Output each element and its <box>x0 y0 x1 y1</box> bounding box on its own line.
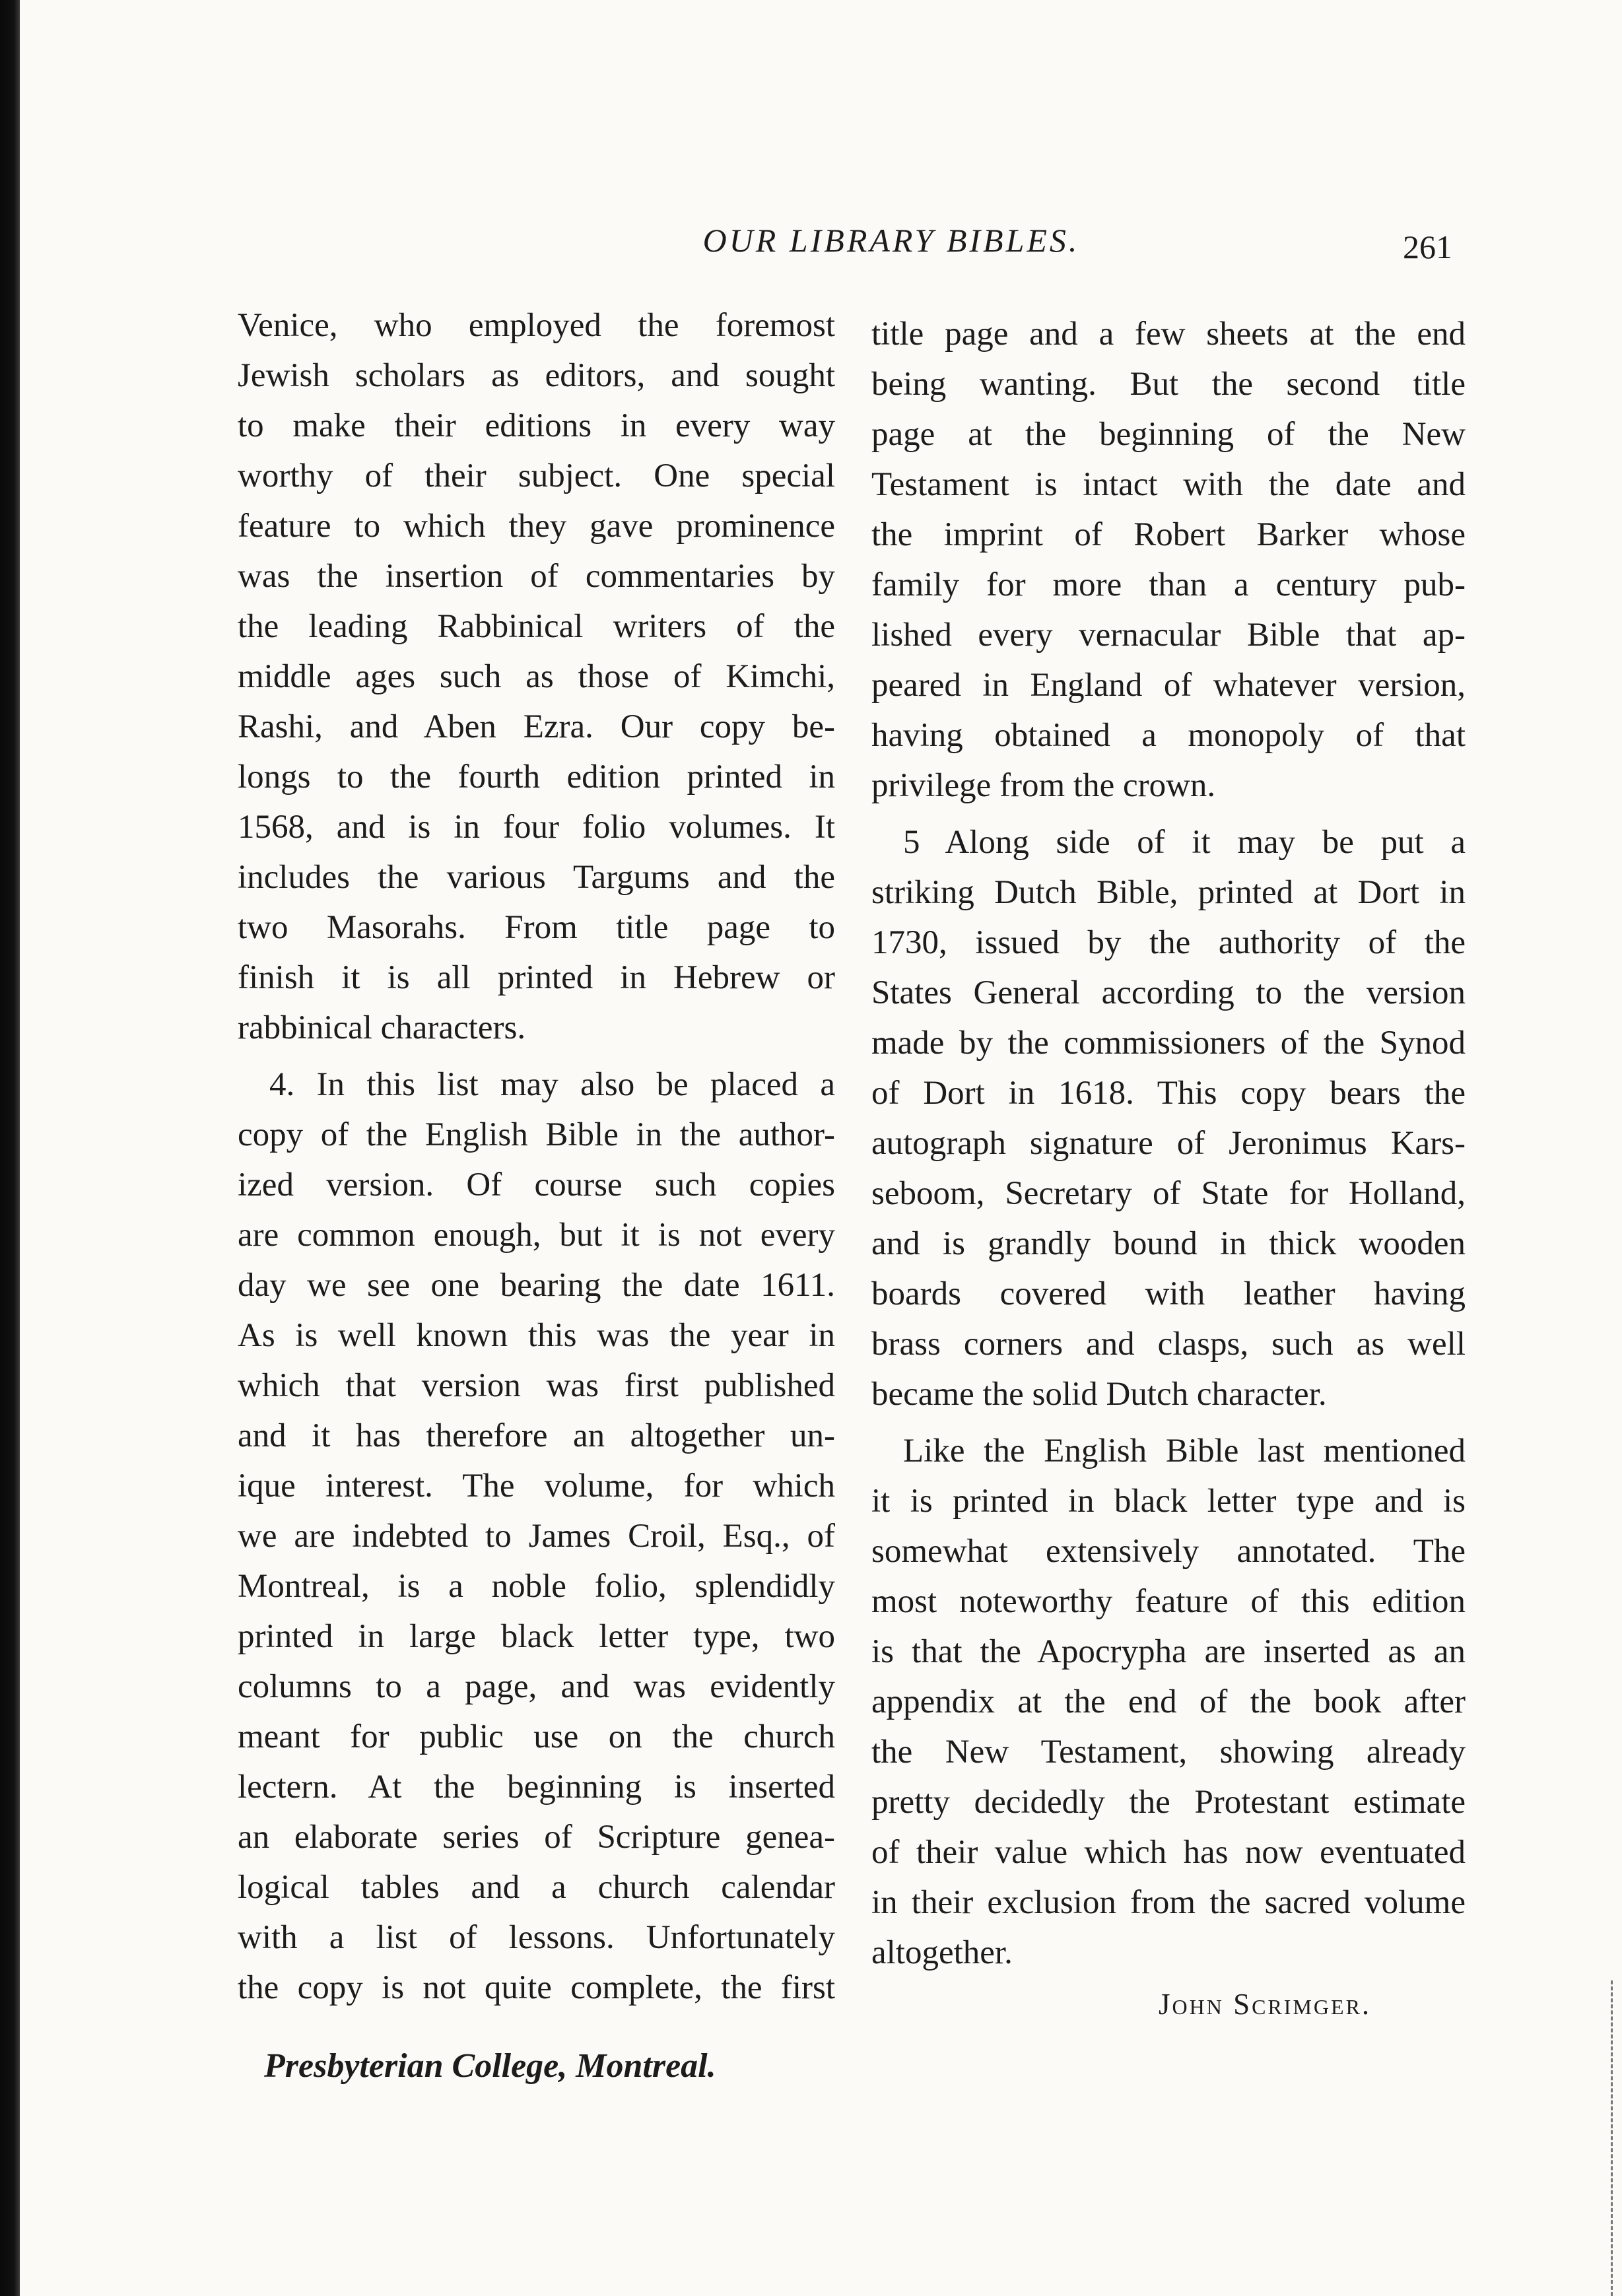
left-text-column <box>238 300 835 2013</box>
running-title: OUR LIBRARY BIBLES. <box>702 222 1080 259</box>
text-line: finish it is all printed in Hebrew or <box>238 959 835 996</box>
paragraph-gap <box>871 811 1466 817</box>
text-line: page at the beginning of the New <box>871 416 1466 453</box>
text-line: with a list of lessons. Unfortunately <box>238 1919 835 1956</box>
text-line: meant for public use on the church <box>238 1718 835 1755</box>
text-line: we are indebted to James Croil, Esq., of <box>238 1518 835 1555</box>
text-line: copy of the English Bible in the author- <box>238 1116 835 1153</box>
text-line: of their value which has now eventuated <box>871 1834 1466 1871</box>
text-line: in their exclusion from the sacred volume <box>871 1884 1466 1921</box>
text-line: and is grandly bound in thick wooden <box>871 1225 1466 1262</box>
paragraph-gap <box>871 1419 1466 1426</box>
text-line: the New Testament, showing already <box>871 1734 1466 1771</box>
text-line: 1730, issued by the authority of the <box>871 924 1466 961</box>
text-line: 5 Along side of it may be put a <box>903 824 1466 861</box>
text-line: As is well known this was the year in <box>238 1317 835 1354</box>
text-line: of Dort in 1618. This copy bears the <box>871 1075 1466 1112</box>
text-line: pretty decidedly the Protestant estimate <box>871 1784 1466 1821</box>
text-line: family for more than a century pub- <box>871 566 1466 603</box>
text-line: 4. In this list may also be placed a <box>269 1066 835 1103</box>
text-line: Venice, who employed the foremost <box>238 307 835 344</box>
text-line: seboom, Secretary of State for Holland, <box>871 1175 1466 1212</box>
text-line: printed in large black letter type, two <box>238 1618 835 1655</box>
author-affiliation: Presbyterian College, Montreal. <box>264 2047 716 2085</box>
text-line: logical tables and a church calendar <box>238 1869 835 1906</box>
text-line: middle ages such as those of Kimchi, <box>238 658 835 695</box>
text-line: altogether. <box>871 1934 1013 1971</box>
text-line: lished every vernacular Bible that ap- <box>871 617 1466 654</box>
text-line: striking Dutch Bible, printed at Dort in <box>871 874 1466 911</box>
text-line: boards covered with leather having <box>871 1275 1466 1312</box>
text-line: appendix at the end of the book after <box>871 1683 1466 1720</box>
text-line: Montreal, is a noble folio, splendidly <box>238 1568 835 1605</box>
text-line: the imprint of Robert Barker whose <box>871 516 1466 553</box>
text-line: and it has therefore an altogether un- <box>238 1417 835 1454</box>
text-line: title page and a few sheets at the end <box>871 316 1466 353</box>
text-line: includes the various Targums and the <box>238 859 835 896</box>
right-text-column <box>871 309 1466 1978</box>
text-line: Jewish scholars as editors, and sought <box>238 357 835 394</box>
text-line: being wanting. But the second title <box>871 366 1466 403</box>
text-line: are common enough, but it is not every <box>238 1217 835 1254</box>
text-line: it is printed in black letter type and is <box>871 1483 1466 1520</box>
text-line: Like the English Bible last mentioned <box>903 1433 1466 1469</box>
text-line: rabbinical characters. <box>238 1009 526 1046</box>
text-line: ized version. Of course such copies <box>238 1166 835 1203</box>
page-binding-edge <box>0 0 20 2296</box>
text-line: worthy of their subject. One special <box>238 457 835 494</box>
text-line: States General according to the version <box>871 974 1466 1011</box>
text-line: somewhat extensively annotated. The <box>871 1533 1466 1570</box>
text-line: Testament is intact with the date and <box>871 466 1466 503</box>
text-line: peared in England of whatever version, <box>871 667 1466 704</box>
text-line: two Masorahs. From title page to <box>238 909 835 946</box>
text-line: autograph signature of Jeronimus Kars- <box>871 1125 1466 1162</box>
text-line: was the insertion of commentaries by <box>238 558 835 595</box>
text-line: to make their editions in every way <box>238 407 835 444</box>
text-line: became the solid Dutch character. <box>871 1376 1327 1413</box>
text-line: having obtained a monopoly of that <box>871 717 1466 754</box>
text-line: most noteworthy feature of this edition <box>871 1583 1466 1620</box>
text-line: longs to the fourth edition printed in <box>238 759 835 795</box>
text-line: lectern. At the beginning is inserted <box>238 1769 835 1806</box>
text-line: ique interest. The volume, for which <box>238 1468 835 1504</box>
text-line: columns to a page, and was evidently <box>238 1668 835 1705</box>
text-line: the copy is not quite complete, the first <box>238 1969 835 2006</box>
page-number: 261 <box>1403 228 1452 265</box>
text-line: feature to which they gave prominence <box>238 508 835 545</box>
text-line: brass corners and clasps, such as well <box>871 1326 1466 1363</box>
text-line: is that the Apocrypha are inserted as an <box>871 1633 1466 1670</box>
author-signature: John Scrimger. <box>1159 1988 1372 2021</box>
text-line: made by the commissioners of the Synod <box>871 1025 1466 1062</box>
text-line: an elaborate series of Scripture genea- <box>238 1819 835 1856</box>
text-line: the leading Rabbinical writers of the <box>238 608 835 645</box>
text-line: privilege from the crown. <box>871 767 1216 804</box>
page-edge-marks <box>1611 1980 1615 2296</box>
text-line: day we see one bearing the date 1611. <box>238 1267 835 1304</box>
text-line: 1568, and is in four folio volumes. It <box>238 809 835 846</box>
text-line: Rashi, and Aben Ezra. Our copy be- <box>238 708 835 745</box>
paragraph-gap <box>238 1053 835 1060</box>
text-line: which that version was first published <box>238 1367 835 1404</box>
